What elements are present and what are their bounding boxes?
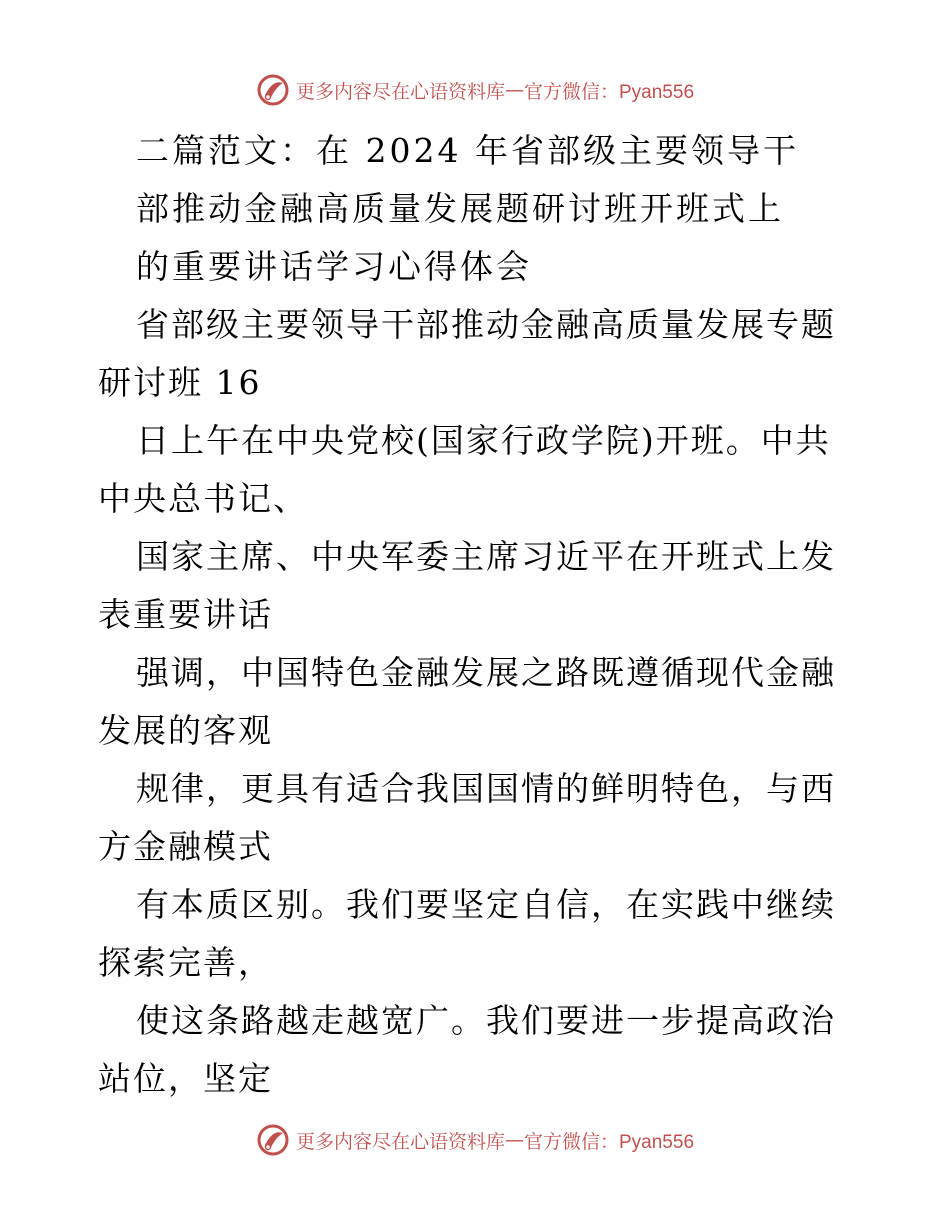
watermark-contact: 官方微信：Pyan556	[524, 1131, 695, 1153]
title-line: 二篇范文：在 2024 年省部级主要领导干	[136, 131, 799, 170]
paragraph: 国家主席、中央军委主席习近平在开班式上发表重要讲话	[98, 537, 836, 634]
watermark-separator: —	[505, 79, 524, 101]
paragraph: 强调，中国特色金融发展之路既遵循现代金融发展的客观	[98, 653, 836, 750]
paragraph: 省部级主要领导干部推动金融高质量发展专题研讨班 16	[98, 305, 836, 402]
header-watermark	[0, 70, 950, 110]
brush-logo-icon	[256, 1123, 290, 1157]
title-line: 的重要讲话学习心得体会	[136, 247, 532, 286]
document-body	[98, 122, 858, 1108]
paragraph: 日上午在中央党校(国家行政学院)开班。中共中央总书记、	[98, 421, 831, 518]
paragraph: 规律，更具有适合我国国情的鲜明特色，与西方金融模式	[98, 769, 836, 866]
watermark-contact: 官方微信：Pyan556	[524, 81, 695, 103]
watermark-text: 更多内容尽在心语资料库	[295, 80, 505, 103]
paragraph: 使这条路越走越宽广。我们要进一步提高政治站位，坚定	[98, 1001, 836, 1098]
title-line: 部推动金融高质量发展题研讨班开班式上	[136, 189, 784, 228]
watermark-separator: —	[505, 1129, 524, 1151]
paragraph: 有本质区别。我们要坚定自信，在实践中继续探索完善，	[98, 885, 836, 982]
footer-watermark	[0, 1120, 950, 1160]
brush-logo-icon	[256, 73, 290, 107]
watermark-text: 更多内容尽在心语资料库	[295, 1130, 505, 1153]
